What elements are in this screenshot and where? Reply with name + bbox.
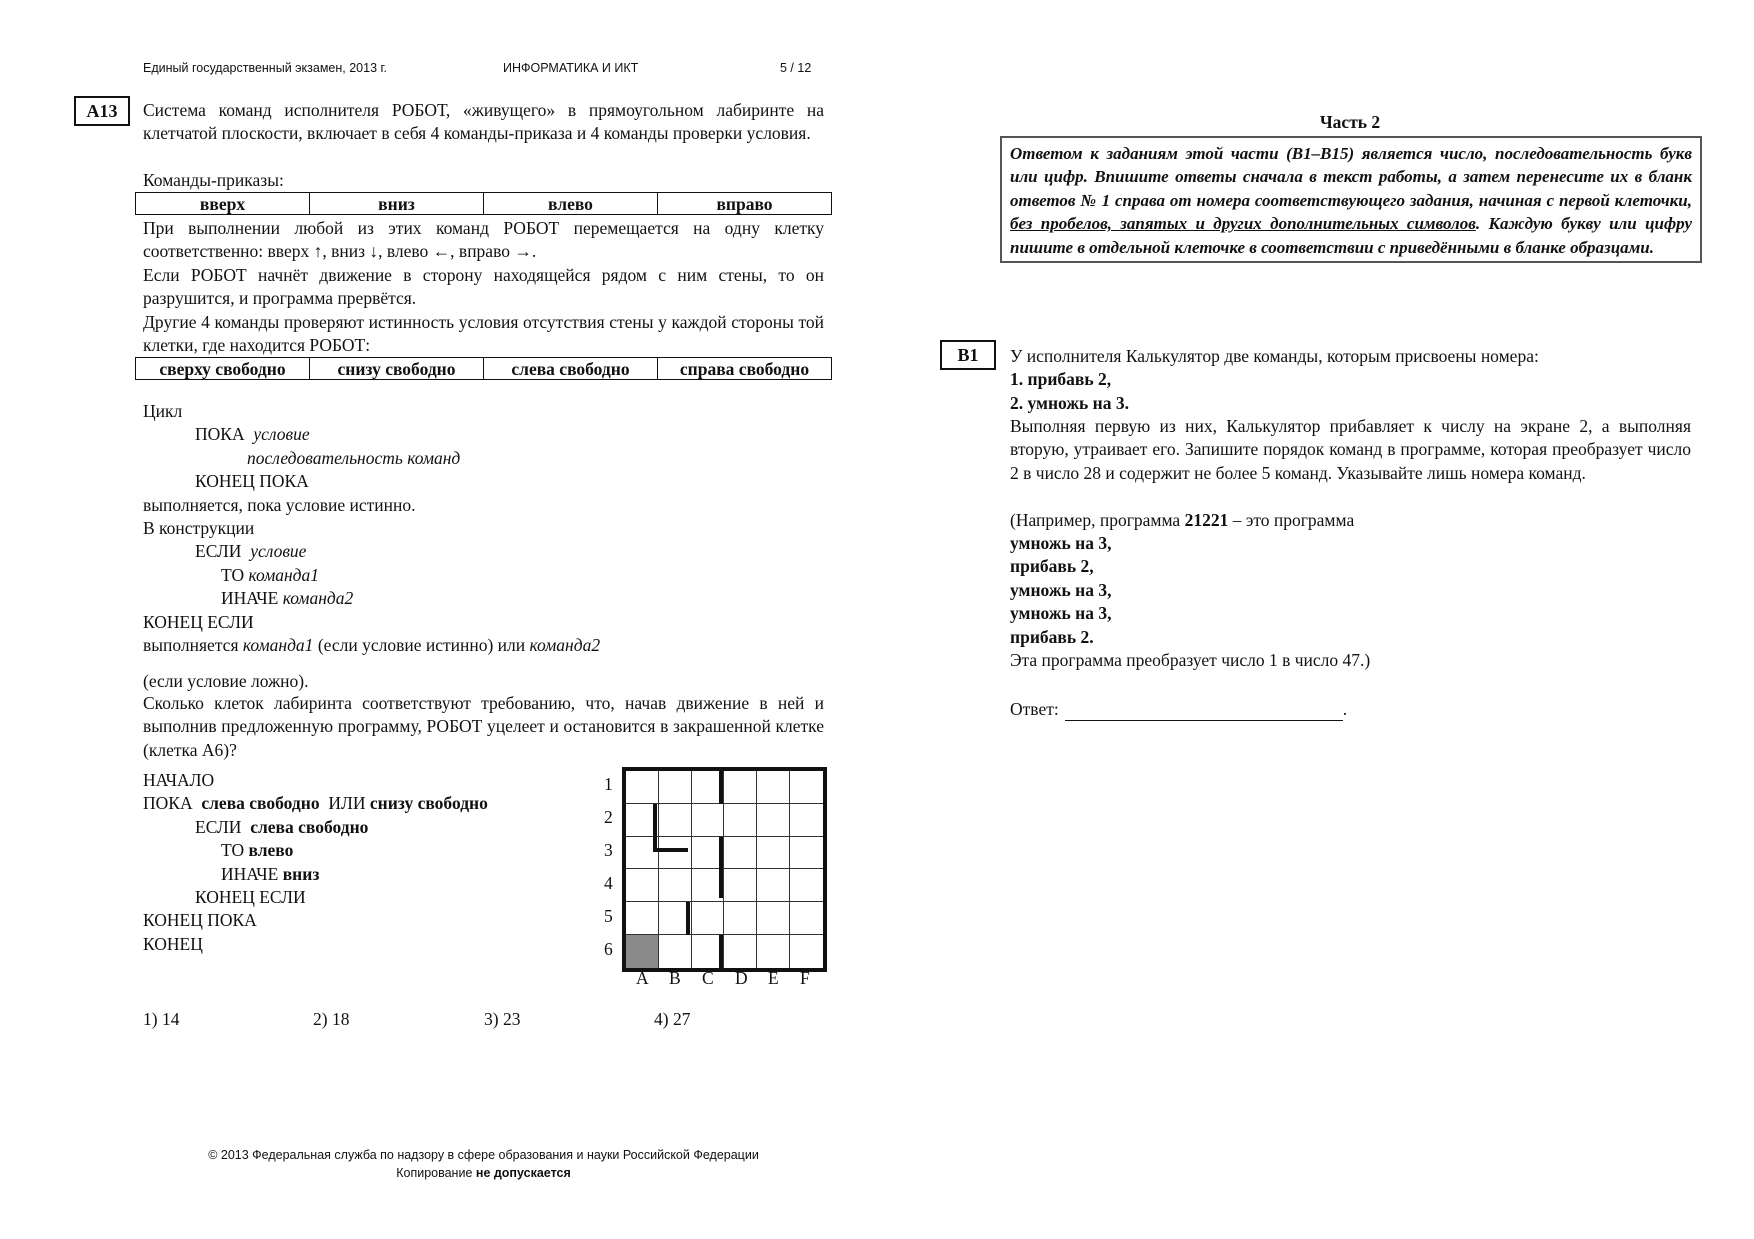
loop-line: КОНЕЦ ЕСЛИ bbox=[143, 611, 254, 632]
loop-line: КОНЕЦ ПОКА bbox=[195, 471, 309, 492]
b1-answer bbox=[1010, 698, 1347, 721]
maze-cell bbox=[724, 902, 757, 935]
maze-cell bbox=[659, 837, 692, 870]
col-label: E bbox=[768, 968, 779, 988]
program-line: ИНАЧЕ вниз bbox=[221, 863, 320, 884]
col-label: D bbox=[735, 968, 748, 988]
part2-instructions: Ответом к заданиям этой части (B1–B15) является число, последовательность букв или цифр. Впишите ответы сначала в текст работы, а затем перенесите их в бланк ответов № 1 справа от номера соответствующего задания, начиная с первой клеточки, без пробелов, запятых и других дополнительных символов. Каждую букву или цифру пишите в отдельной клеточке в соответствии с приведёнными в бланке образцами. bbox=[1000, 136, 1702, 263]
program-line: ЕСЛИ слева свободно bbox=[195, 816, 369, 837]
check-cell: сверху свободно bbox=[136, 358, 310, 380]
maze-wall bbox=[653, 804, 657, 850]
maze-cell bbox=[659, 869, 692, 902]
answer-label: Ответ: bbox=[1010, 699, 1059, 719]
maze-cell bbox=[757, 869, 790, 902]
b1-step: умножь на 3, bbox=[1010, 533, 1112, 553]
maze-cell bbox=[790, 869, 823, 902]
maze-wall bbox=[719, 935, 723, 968]
loop-line-end: (если условие ложно). bbox=[143, 671, 309, 691]
answer-option[interactable]: 2) 18 bbox=[313, 1009, 350, 1029]
b1-body: Выполняя первую из них, Калькулятор прибавляет к числу на экране 2, а выполняя вторую, утраивает его. Запишите порядок команд в программе, которая преобразует число 2 в число 28 и содержит не более 5 команд. Указывайте лишь номера команд. bbox=[1010, 416, 1691, 483]
a13-question: Сколько клеток лабиринта соответствуют требованию, что, начав движение в ней и выполнив предложенную программу, РОБОТ уцелеет и остановится в закрашенной клетке (клетка А6)? bbox=[143, 693, 824, 760]
wall-text: Если РОБОТ начнёт движение в сторону находящейся рядом с ним стены, то он разрушится, и программа прервётся. bbox=[143, 265, 824, 309]
maze-cell bbox=[790, 771, 823, 804]
maze-cell bbox=[724, 804, 757, 837]
col-label: F bbox=[800, 968, 810, 988]
maze-cell bbox=[790, 935, 823, 968]
program-line: КОНЕЦ ЕСЛИ bbox=[195, 886, 306, 907]
b1-step: умножь на 3, bbox=[1010, 579, 1112, 600]
answer-option[interactable]: 3) 23 bbox=[484, 1009, 521, 1029]
maze-cell bbox=[659, 804, 692, 837]
maze-cells bbox=[626, 771, 823, 968]
maze-cell bbox=[724, 869, 757, 902]
maze-cell bbox=[757, 837, 790, 870]
maze-cell bbox=[626, 771, 659, 804]
task-label-a13: А13 bbox=[74, 96, 130, 126]
col-label: B bbox=[669, 968, 681, 988]
maze-cell bbox=[757, 771, 790, 804]
footer-copy-note: Копирование не допускается bbox=[396, 1166, 571, 1180]
program-line: КОНЕЦ bbox=[143, 933, 203, 954]
col-label: C bbox=[702, 968, 714, 988]
loop-line: последовательность команд bbox=[247, 447, 461, 468]
maze-cell bbox=[790, 902, 823, 935]
row-label: 2 bbox=[604, 807, 613, 827]
footer-copyright: © 2013 Федеральная служба по надзору в сфере образования и науки Российской Федерации bbox=[208, 1148, 759, 1162]
col-label: A bbox=[636, 968, 649, 988]
a13-intro: Система команд исполнителя РОБОТ, «живущего» в прямоугольном лабиринте на клетчатой плоскости, включает в себя 4 команды-приказа и 4 команды проверки условия. bbox=[143, 100, 824, 144]
row-label: 4 bbox=[604, 873, 613, 893]
header-exam: Единый государственный экзамен, 2013 г. bbox=[143, 61, 388, 75]
move-text: При выполнении любой из этих команд РОБОТ перемещается на одну клетку соответственно: вверх ↑, вниз ↓, влево ←, вправо →. bbox=[143, 218, 824, 262]
row-label: 1 bbox=[604, 774, 613, 794]
b1-intro: У исполнителя Калькулятор две команды, которым присвоены номера: bbox=[1010, 346, 1539, 366]
maze-wall bbox=[686, 902, 690, 935]
maze-cell bbox=[724, 771, 757, 804]
maze-cell bbox=[757, 804, 790, 837]
maze-cell bbox=[692, 902, 725, 935]
maze-cell bbox=[659, 771, 692, 804]
answer-option[interactable]: 4) 27 bbox=[654, 1009, 691, 1029]
command-cell: влево bbox=[484, 193, 658, 215]
loop-line: ЕСЛИ условие bbox=[195, 541, 307, 562]
program-line: КОНЕЦ ПОКА bbox=[143, 910, 257, 931]
loop-line: Цикл bbox=[143, 401, 183, 421]
row-label: 3 bbox=[604, 840, 613, 860]
b1-command-2: 2. умножь на 3. bbox=[1010, 393, 1129, 413]
program-line: НАЧАЛО bbox=[143, 770, 215, 790]
loop-line: ТО команда1 bbox=[221, 564, 320, 585]
maze-cell bbox=[626, 902, 659, 935]
maze-cell bbox=[626, 869, 659, 902]
checks-text: Другие 4 команды проверяют истинность условия отсутствия стены у каждой стороны той клетки, где находится РОБОТ: bbox=[143, 312, 824, 356]
maze-cell bbox=[724, 837, 757, 870]
command-cell: вправо bbox=[658, 193, 832, 215]
answer-line[interactable] bbox=[1065, 702, 1343, 721]
commands-title: Команды-приказы: bbox=[143, 170, 284, 190]
b1-step: прибавь 2, bbox=[1010, 556, 1094, 577]
maze-cell bbox=[659, 935, 692, 968]
commands-table bbox=[135, 192, 832, 215]
maze-cell bbox=[692, 804, 725, 837]
robot-program bbox=[143, 769, 488, 956]
b1-result: Эта программа преобразует число 1 в число 47.) bbox=[1010, 650, 1371, 670]
loop-line: выполняется команда1 (если условие истинно) или команда2 bbox=[143, 634, 601, 655]
maze-cell bbox=[790, 837, 823, 870]
answer-option[interactable]: 1) 14 bbox=[143, 1009, 180, 1029]
b1-command-1: 1. прибавь 2, bbox=[1010, 369, 1112, 389]
header-page: 5 / 12 bbox=[780, 61, 812, 75]
loop-explanation bbox=[143, 400, 824, 657]
maze bbox=[622, 767, 827, 972]
maze-cell bbox=[757, 902, 790, 935]
b1-steps bbox=[1010, 532, 1112, 649]
loop-line: выполняется, пока условие истинно. bbox=[143, 494, 416, 515]
b1-step: умножь на 3, bbox=[1010, 603, 1112, 624]
row-label: 6 bbox=[604, 939, 613, 959]
check-cell: снизу свободно bbox=[310, 358, 484, 380]
maze-wall bbox=[719, 837, 723, 898]
maze-cell bbox=[790, 804, 823, 837]
b1-step: прибавь 2. bbox=[1010, 626, 1094, 647]
maze-cell bbox=[757, 935, 790, 968]
b1-example: (Например, программа 21221 – это программа bbox=[1010, 510, 1355, 530]
answer-end: . bbox=[1342, 699, 1348, 719]
loop-line: ПОКА условие bbox=[195, 424, 310, 445]
loop-line: ИНАЧЕ команда2 bbox=[221, 588, 354, 609]
checks-table bbox=[135, 357, 832, 380]
part2-title: Часть 2 bbox=[1319, 112, 1381, 132]
maze-cell bbox=[626, 935, 659, 968]
task-label-b1: B1 bbox=[940, 340, 996, 370]
maze-wall bbox=[719, 771, 723, 804]
header-subject: ИНФОРМАТИКА И ИКТ bbox=[503, 61, 639, 75]
program-line: ПОКА слева свободно ИЛИ снизу свободно bbox=[143, 793, 488, 814]
command-cell: вверх bbox=[136, 193, 310, 215]
loop-line: В конструкции bbox=[143, 517, 255, 538]
maze-wall bbox=[653, 848, 688, 852]
check-cell: слева свободно bbox=[484, 358, 658, 380]
program-line: ТО влево bbox=[221, 840, 294, 861]
row-label: 5 bbox=[604, 906, 613, 926]
check-cell: справа свободно bbox=[658, 358, 832, 380]
maze-cell bbox=[724, 935, 757, 968]
command-cell: вниз bbox=[310, 193, 484, 215]
